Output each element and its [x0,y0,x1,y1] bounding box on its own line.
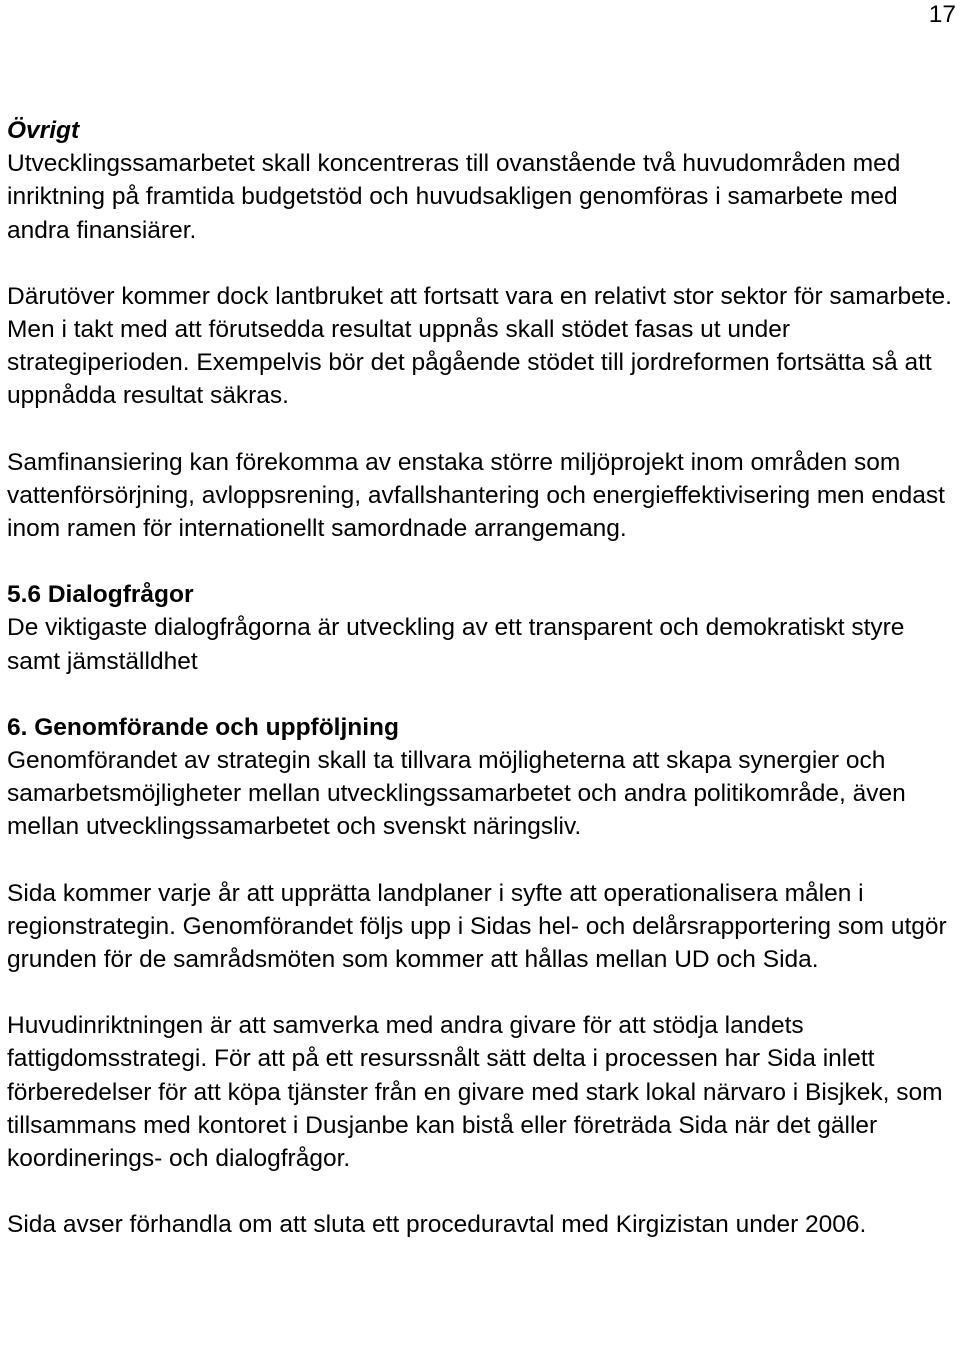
paragraph-spacer [7,545,959,578]
paragraph: Utvecklingssamarbetet skall koncentreras till ovanstående två huvudområden med inriktning på framtida budgetstöd och huvudsakligen genomföras i samarbete med andra finansiärer. [7,150,901,244]
paragraph-spacer [7,413,959,446]
paragraph: Sida kommer varje år att upprätta landplaner i syfte att operationalisera målen i regionstrategin. Genomförandet följs upp i Sidas hel- och delårsrapportering som utgör grunden för de samrådsmöten som kommer att hållas mellan UD och Sida. [7,879,947,974]
paragraph-spacer [7,678,959,711]
section-heading-genomforande: 6. Genomförande och uppföljning [7,713,399,741]
paragraph-spacer [7,247,959,280]
paragraph: De viktigaste dialogfrågorna är utveckling av ett transparent och demokratiskt styre samt jämställdhet [7,614,905,675]
paragraph-spacer [7,844,959,877]
paragraph-spacer [7,1175,959,1208]
section-heading-dialogfragor: 5.6 Dialogfrågor [7,581,194,609]
document-body [7,114,959,1241]
paragraph: Därutöver kommer dock lantbruket att fortsatt vara en relativt stor sektor för samarbete. Men i takt med att förutsedda resultat uppnås skall stödet fasas ut under strategiperioden. Exempelvis bör det pågående stödet till jordreformen fortsätta så att uppnådda resultat säkras. [7,282,952,410]
paragraph-spacer [7,976,959,1009]
paragraph: Samfinansiering kan förekomma av enstaka större miljöprojekt inom områden som vattenförsörjning, avloppsrening, avfallshantering och energieffektivisering men endast inom ramen för internationellt samordnade arrangemang. [7,448,945,543]
paragraph: Genomförandet av strategin skall ta tillvara möjligheterna att skapa synergier och samarbetsmöjligheter mellan utvecklingssamarbetet och andra politikområde, även mellan utvecklingssamarbetet och svenskt näringsliv. [7,747,906,841]
section-heading-ovrigt: Övrigt [7,117,80,144]
page-number: 17 [928,1,956,28]
paragraph: Huvudinriktningen är att samverka med andra givare för att stödja landets fattigdomsstrategi. För att på ett resurssnålt sätt delta i processen har Sida inlett förberedelser för att köpa tjänster från en givare med stark lokal närvaro i Bisjkek, som tillsammans med kontoret i Dusjanbe kan bistå eller företräda Sida när det gäller koordinerings- och dialogfrågor. [7,1012,943,1173]
paragraph: Sida avser förhandla om att sluta ett proceduravtal med Kirgizistan under 2006. [7,1211,867,1239]
